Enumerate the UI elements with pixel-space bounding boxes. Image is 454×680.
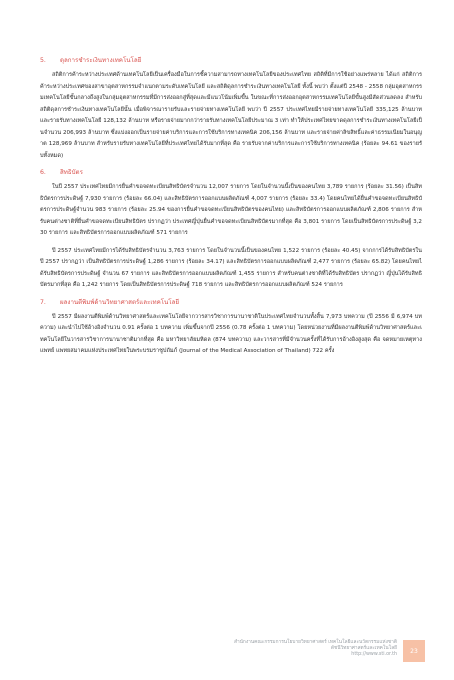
paragraph: ปี 2557 ประเทศไทยมีการได้รับสิทธิบัตรจำนวน 3,763 รายการ โดยในจำนวนนี้เป็นของคนไทย 1,522 รายการ (ร้อยละ 40.45) จากการได้รับสิทธิบัตรในปี 2557 ปรากฏว่า เป็นสิทธิบัตรการประดิษฐ์ 1,286 รายการ (ร้อยละ 34.17) และสิทธิบัตรการออกแบบผลิตภัณฑ์ 2,477 รายการ (ร้อยละ 65.82) โดยคนไทยได้รับสิทธิบัตรการประดิษฐ์ จำนวน 67 รายการ และสิทธิบัตรการออกแบบผลิตภัณฑ์ 1,455 รายการ สำหรับคนต่างชาติที่ได้รับสิทธิบัตร ปรากฏว่า ญี่ปุ่นได้รับสิทธิบัตรมากที่สุด คือ 1,242 รายการ โดยเป็นสิทธิบัตรการประดิษฐ์ 718 รายการ และสิทธิบัตรการออกแบบผลิตภัณฑ์ 524 รายการ xyxy=(40,247,422,288)
section-heading xyxy=(40,298,422,307)
paragraph: ปี 2557 มีผลงานตีพิมพ์ด้านวิทยาศาสตร์และเทคโนโลยีจากวารสารวิชาการนานาชาติในประเทศไทยจำนวนทั้งสิ้น 7,973 บทความ (ปี 2556 มี 6,974 บทความ) และนำไปใช้อ้างอิงจำนวน 0.91 ครั้งต่อ 1 บทความ เพิ่มขึ้นจากปี 2556 (0.78 ครั้งต่อ 1 บทความ) โดยหน่วยงานที่มีผลงานตีพิมพ์ด้านวิทยาศาสตร์และเทคโนโลยีในวารสารวิชาการนานาชาติมากที่สุด คือ มหาวิทยาลัยมหิดล (874 บทความ) และวารสารที่มีจำนวนครั้งที่ได้รับการอ้างอิงสูงสุด คือ จดหมายเหตุทางแพทย์ แพทยสมาคมแห่งประเทศไทยในพระบรมราชูปถัมภ์ (Journal of the Medical Association of Thailand) 722 ครั้ง xyxy=(40,313,422,354)
section-title: ผลงานตีพิมพ์ด้านวิทยาศาสตร์และเทคโนโลยี xyxy=(60,298,180,306)
section-title: สิทธิบัตร xyxy=(60,169,83,176)
paragraph: ในปี 2557 ประเทศไทยมีการยื่นคำขอจดทะเบียนสิทธิบัตรจำนวน 12,007 รายการ โดยในจำนวนนี้เป็นของคนไทย 3,789 รายการ (ร้อยละ 31.56) เป็นสิทธิบัตรการประดิษฐ์ 7,930 รายการ (ร้อยละ 66.04) และสิทธิบัตรการออกแบบผลิตภัณฑ์ 4,007 รายการ (ร้อยละ 33.4) โดยคนไทยได้ยื่นคำขอจดทะเบียนสิทธิบัตรการประดิษฐ์จำนวน 983 รายการ (ร้อยละ 25.94 ของการยื่นคำขอจดทะเบียนสิทธิบัตรของคนไทย) และสิทธิบัตรการออกแบบผลิตภัณฑ์ 2,806 รายการ สำหรับคนต่างชาติที่ยื่นคำขอจดทะเบียนสิทธิบัตร ปรากฏว่า ประเทศญี่ปุ่นยื่นคำขอจดทะเบียนสิทธิบัตรมากที่สุด คือ 3,801 รายการ โดยเป็นสิทธิบัตรการประดิษฐ์ 3,230 รายการ และสิทธิบัตรการออกแบบผลิตภัณฑ์ 571 รายการ xyxy=(40,184,422,236)
page-number-badge: 23 xyxy=(403,640,425,662)
section-number: 7. xyxy=(40,298,46,306)
section-number: 6. xyxy=(40,169,46,176)
document-body xyxy=(40,56,422,364)
paragraph: สถิติการค้าระหว่างประเทศด้านเทคโนโลยีเป็นเครื่องมือในการชี้ความสามารถทางเทคโนโลยีของประเทศไทย สถิติที่มีการใช้อย่างแพร่หลาย ได้แก่ สถิติการค้าระหว่างประเทศของสาขาอุตสาหกรรมจำแนกตามระดับเทคโนโลยี และสถิติดุลการชำระเงินทางเทคโนโลยี ทั้งนี้ พบว่า ตั้งแต่ปี 2548 - 2558 กลุ่มอุตสาหกรรมเทคโนโลยีขั้นกลางถึงสูงในกลุ่มอุตสาหกรรมที่มีการส่งออกสู่ที่สุดและมีแนวโน้มเพิ่มขึ้น ในขณะที่การส่งออกอุตสาหกรรมเทคโนโลยีขั้นสูงมีสัดส่วนลดลง สำหรับสถิติดุลการชำระเงินทางเทคโนโลยีนั้น เมื่อพิจารณารายรับและรายจ่ายทางเทคโนโลยี พบว่า ปี 2557 ประเทศไทยมีรายจ่ายทางเทคโนโลยี 335,125 ล้านบาท และรายรับทางเทคโนโลยี 128,132 ล้านบาท หรือรายจ่ายมากกว่ารายรับทางเทคโนโลยีประมาณ 3 เท่า ทำให้ประเทศไทยขาดดุลการชำระเงินทางเทคโนโลยีเป็นจำนวน 206,993 ล้านบาท ซึ่งแบ่งออกเป็นรายจ่ายค่าบริการและการใช้บริการทางเทคนิค 206,156 ล้านบาท และรายจ่ายค่าลิขสิทธิ์และค่าธรรมเนียมในอนุญาต 128,969 ล้านบาท สำหรับรายรับทางเทคโนโลยีที่ประเทศไทยได้รับมากที่สุด คือ รายรับจากค่าบริการและการใช้บริการทางเทคนิค (ร้อยละ 94.61 ของรายรับทั้งหมด) xyxy=(40,72,422,159)
footer-org: สำนักงานคณะกรรมการนโยบายวิทยาศาสตร์ เทคโนโลยีและนวัตกรรมแห่งชาติ xyxy=(234,640,397,645)
section-number: 5. xyxy=(40,57,46,64)
section-patents xyxy=(40,168,422,292)
footer-text xyxy=(234,640,397,659)
footer-publication: ดัชนีวิทยาศาสตร์และเทคโนโลยี xyxy=(330,646,397,652)
section-title: ดุลการชำระเงินทางเทคโนโลยี xyxy=(60,57,142,64)
section-heading xyxy=(40,168,422,177)
footer-url-link[interactable]: http://www.sti.or.th xyxy=(351,652,397,658)
section-technology-payments xyxy=(40,56,422,162)
section-publications xyxy=(40,298,422,358)
section-heading xyxy=(40,56,422,65)
page-footer xyxy=(205,640,425,670)
